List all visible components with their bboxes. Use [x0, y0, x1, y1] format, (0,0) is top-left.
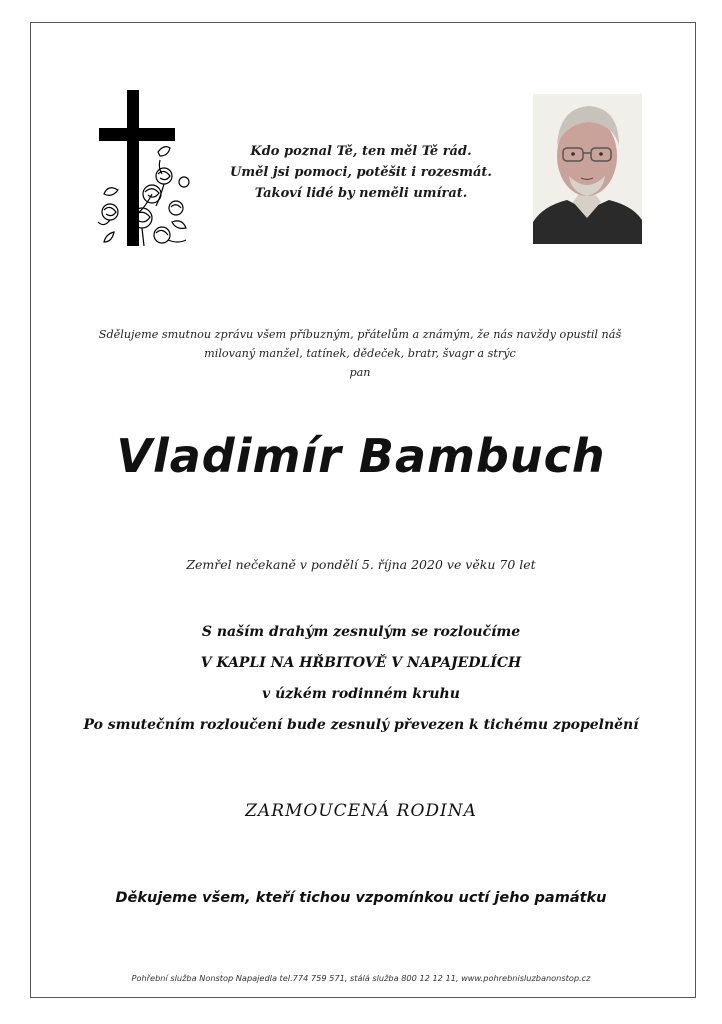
- farewell-details: [40, 617, 682, 741]
- portrait-photo: [533, 94, 642, 244]
- deceased-name: Vladimír Bambuch: [116, 429, 606, 483]
- poem-line: Takoví lidé by neměli umírat.: [254, 186, 468, 201]
- funeral-service-footer: Pohřební služba Nonstop Napajedla tel.774 759 571, stálá služba 800 12 12 11, www.pohrebnisluzbanonstop.cz: [131, 973, 591, 983]
- poem-line: Kdo poznal Tě, ten měl Tě rád.: [250, 144, 472, 159]
- farewell-line: Po smutečním rozloučení bude zesnulý převezen k tichému zpopelnění: [83, 717, 639, 733]
- announcement-line: Sdělujeme smutnou zprávu všem příbuzným, přátelům a známým, že nás navždy opustil náš: [98, 328, 622, 341]
- cross-with-roses-icon: [94, 90, 196, 250]
- farewell-line: v úzkém rodinném kruhu: [262, 686, 460, 702]
- poem-line: Uměl jsi pomoci, potěšit i rozesmát.: [230, 165, 492, 180]
- farewell-line: S naším drahým zesnulým se rozloučíme: [201, 624, 521, 640]
- thanks-line: Děkujeme všem, kteří tichou vzpomínkou uctí jeho památku: [115, 890, 607, 906]
- memorial-poem: [200, 141, 522, 204]
- announcement-text: [90, 325, 630, 382]
- family-signature: ZARMOUCENÁ RODINA: [245, 801, 477, 821]
- announcement-line: pan: [349, 366, 371, 379]
- death-notice: Zemřel nečekaně v pondělí 5. října 2020 ve věku 70 let: [186, 557, 536, 572]
- farewell-line: V KAPLI NA HŘBITOVĚ V NAPAJEDLÍCH: [200, 655, 522, 671]
- announcement-line: milovaný manžel, tatínek, dědeček, bratr, švagr a strýc: [204, 347, 516, 360]
